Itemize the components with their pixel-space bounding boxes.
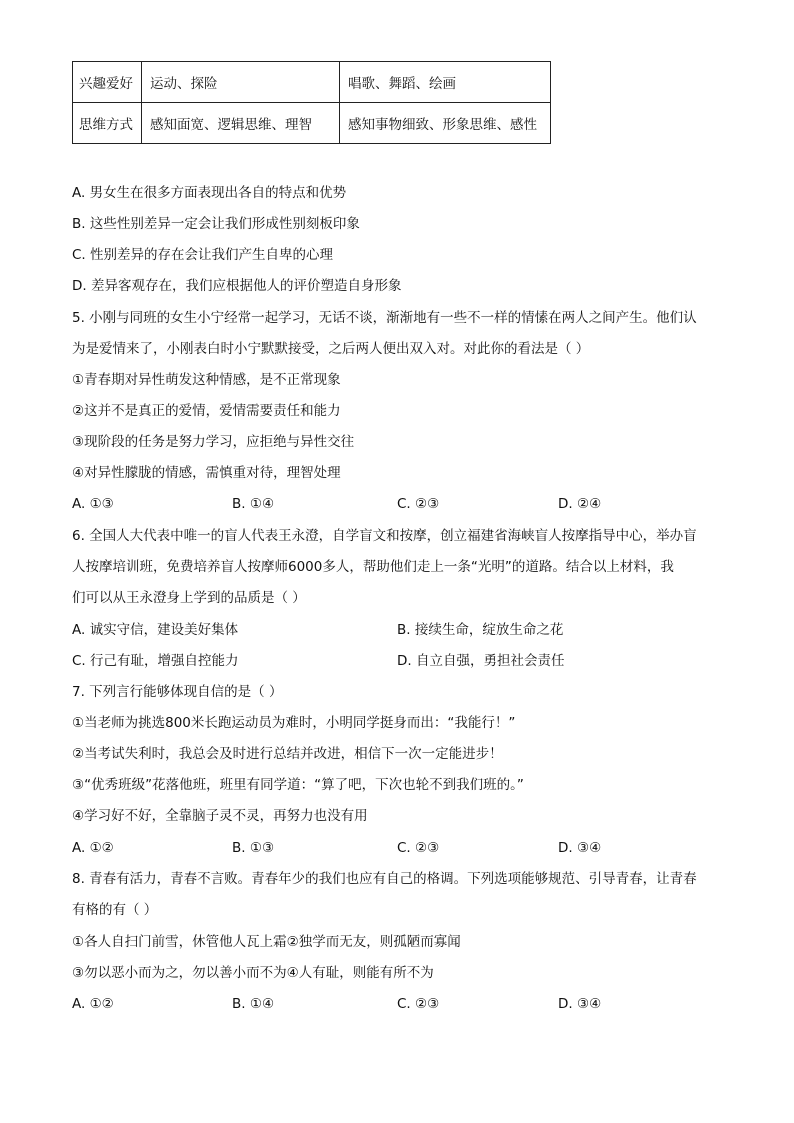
q7-option-c: C. ②③ — [397, 840, 440, 856]
q7-item: ③“优秀班级”花落他班，班里有同学道：“算了吧，下次也轮不到我们班的。” — [72, 777, 524, 793]
q8-option-c: C. ②③ — [397, 996, 440, 1012]
q5-item: ③现阶段的任务是努力学习，应拒绝与异性交往 — [72, 434, 355, 450]
q6-option-a: A. 诚实守信，建设美好集体 — [72, 622, 239, 638]
table-cell: 感知事物细致、形象思维、感性 — [340, 103, 551, 144]
q7-options — [72, 838, 732, 858]
q5-option-b: B. ①④ — [232, 496, 275, 512]
gender-difference-table — [72, 61, 551, 144]
q5-option-c: C. ②③ — [397, 496, 440, 512]
q4-option-a: A. 男女生在很多方面表现出各自的特点和优势 — [72, 185, 347, 201]
q7-item: ②当考试失利时，我总会及时进行总结并改进，相信下一次一定能进步！ — [72, 746, 503, 762]
q5-item: ②这并不是真正的爱情，爱情需要责任和能力 — [72, 403, 341, 419]
q7-item: ④学习好不好，全靠脑子灵不灵，再努力也没有用 — [72, 808, 368, 824]
q6-stem-line: 6. 全国人大代表中唯一的盲人代表王永澄，自学盲文和按摩，创立福建省海峡盲人按摩指导中心，举办盲 — [72, 528, 697, 544]
q5-stem-line: 5. 小刚与同班的女生小宁经常一起学习，无话不谈，渐渐地有一些不一样的情愫在两人之间产生。他们认 — [72, 310, 697, 326]
q6-options-row — [72, 620, 732, 640]
q8-options — [72, 994, 732, 1014]
q5-stem-line: 为是爱情来了，小刚表白时小宁默默接受，之后两人便出双入对。对此你的看法是（ ） — [72, 341, 590, 357]
q5-item: ④对异性朦胧的情感，需慎重对待，理智处理 — [72, 465, 341, 481]
q5-item: ①青春期对异性萌发这种情感，是不正常现象 — [72, 372, 341, 388]
q8-option-d: D. ③④ — [558, 996, 602, 1012]
q8-item: ③勿以恶小而为之，勿以善小而不为④人有耻，则能有所不为 — [72, 965, 434, 981]
table-cell: 思维方式 — [73, 103, 142, 144]
table-row — [73, 103, 551, 144]
q7-stem-line: 7. 下列言行能够体现自信的是（ ） — [72, 684, 283, 700]
q8-stem-line: 8. 青春有活力，青春不言败。青春年少的我们也应有自己的格调。下列选项能够规范、引导青春，让青春 — [72, 871, 697, 887]
q8-stem-line: 有格的有（ ） — [72, 902, 158, 918]
table-cell: 感知面宽、逻辑思维、理智 — [142, 103, 340, 144]
q6-option-c: C. 行己有耻，增强自控能力 — [72, 653, 239, 669]
q7-option-a: A. ①② — [72, 840, 114, 856]
q4-option-b: B. 这些性别差异一定会让我们形成性别刻板印象 — [72, 216, 360, 232]
q7-item: ①当老师为挑选800米长跑运动员为难时，小明同学挺身而出：“我能行！” — [72, 715, 516, 731]
q4-option-c: C. 性别差异的存在会让我们产生自卑的心理 — [72, 247, 334, 263]
q5-options — [72, 494, 732, 514]
q8-option-b: B. ①④ — [232, 996, 275, 1012]
q6-stem-line: 们可以从王永澄身上学到的品质是（ ） — [72, 590, 306, 606]
table-row — [73, 62, 551, 103]
table-cell: 运动、探险 — [142, 62, 340, 103]
q4-option-d: D. 差异客观存在，我们应根据他人的评价塑造自身形象 — [72, 278, 402, 294]
q7-option-b: B. ①③ — [232, 840, 275, 856]
q5-option-a: A. ①③ — [72, 496, 114, 512]
q6-stem-line: 人按摩培训班，免费培养盲人按摩师6000多人，帮助他们走上一条“光明”的道路。结合以上材料，我 — [72, 559, 674, 575]
q6-option-d: D. 自立自强，勇担社会责任 — [397, 653, 565, 669]
table-cell: 兴趣爱好 — [73, 62, 142, 103]
q8-option-a: A. ①② — [72, 996, 114, 1012]
q6-options-row — [72, 651, 732, 671]
q7-option-d: D. ③④ — [558, 840, 602, 856]
q5-option-d: D. ②④ — [558, 496, 602, 512]
q6-option-b: B. 接续生命，绽放生命之花 — [397, 622, 564, 638]
q8-item: ①各人自扫门前雪，休管他人瓦上霜②独学而无友，则孤陋而寡闻 — [72, 934, 461, 950]
table-cell: 唱歌、舞蹈、绘画 — [340, 62, 551, 103]
